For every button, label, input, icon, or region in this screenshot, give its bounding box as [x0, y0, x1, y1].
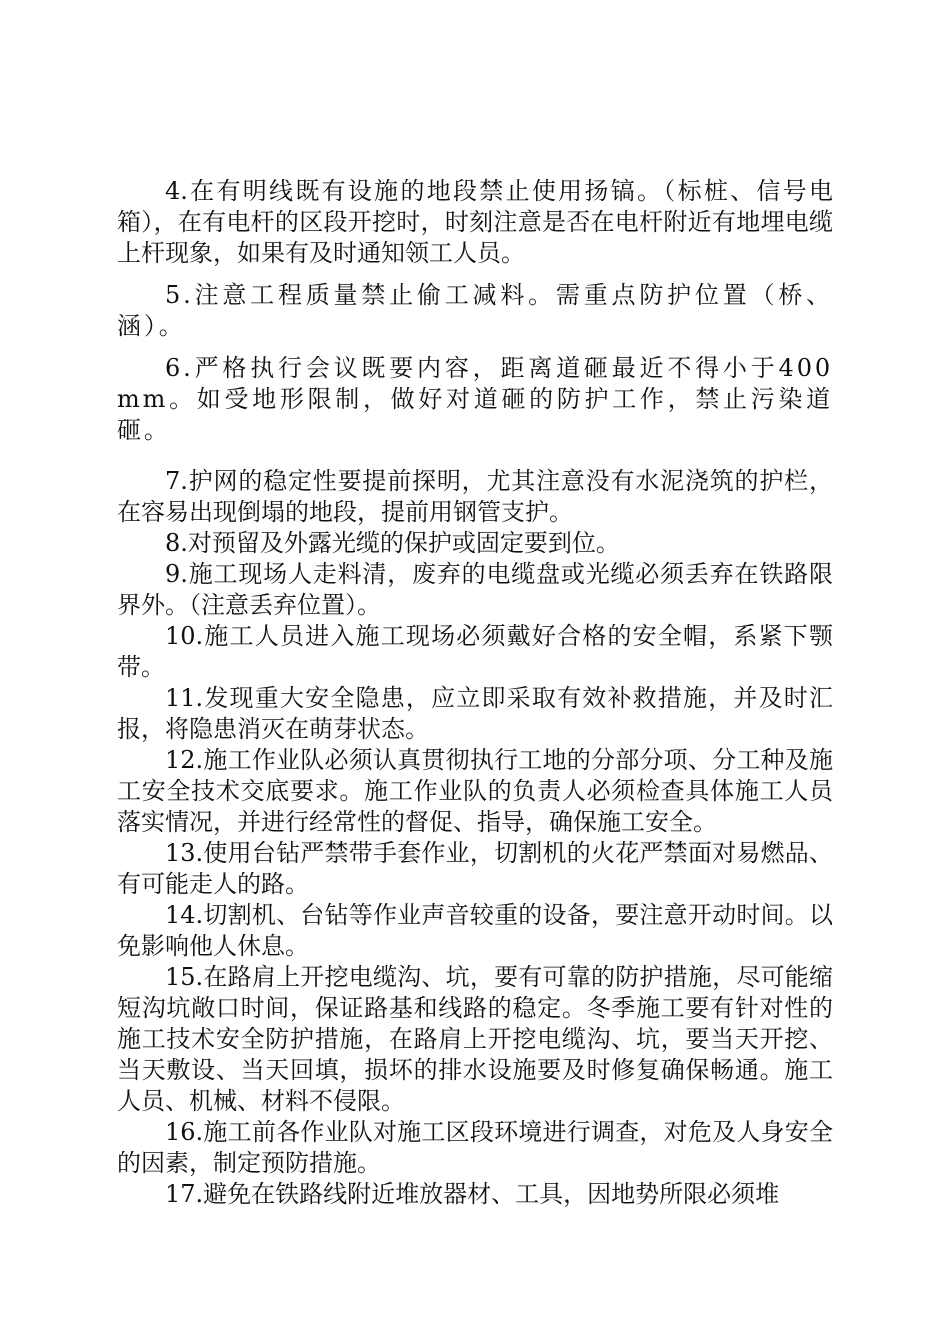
paragraph-item-17: 17.避免在铁路线附近堆放器材、工具，因地势所限必须堆 [165, 1180, 780, 1208]
paragraph-item-4: 4.在有明线既有设施的地段禁止使用扬镐。（标桩、信号电箱），在有电杆的区段开挖时，时刻注意是否在电杆附近有地埋电缆上杆现象，如果有及时通知领工人员。 [117, 177, 833, 267]
paragraph-item-7: 7.护网的稳定性要提前探明，尤其注意没有水泥浇筑的护栏，在容易出现倒塌的地段，提前用钢管支护。 [117, 467, 833, 526]
paragraph-item-12: 12.施工作业队必须认真贯彻执行工地的分部分项、分工种及施工安全技术交底要求。施工作业队的负责人必须检查具体施工人员落实情况，并进行经常性的督促、指导，确保施工安全。 [117, 746, 833, 836]
paragraph-item-13: 13.使用台钻严禁带手套作业，切割机的火花严禁面对易燃品、有可能走人的路。 [117, 839, 833, 898]
paragraph-item-16: 16.施工前各作业队对施工区段环境进行调查，对危及人身安全的因素，制定预防措施。 [117, 1118, 833, 1177]
paragraph-item-10: 10.施工人员进入施工现场必须戴好合格的安全帽，系紧下颚带。 [117, 622, 833, 681]
paragraph-item-14: 14.切割机、台钻等作业声音较重的设备，要注意开动时间。以免影响他人休息。 [117, 901, 833, 960]
paragraph-item-15: 15.在路肩上开挖电缆沟、坑，要有可靠的防护措施，尽可能缩短沟坑敞口时间，保证路基和线路的稳定。冬季施工要有针对性的施工技术安全防护措施，在路肩上开挖电缆沟、坑，要当天开挖、当天敷设、当天回填，损坏的排水设施要及时修复确保畅通。施工人员、机械、材料不侵限。 [117, 963, 833, 1115]
paragraph-item-6: 6.严格执行会议既要内容，距离道砸最近不得小于400mm。如受地形限制，做好对道砸的防护工作，禁止污染道砸。 [117, 354, 833, 444]
paragraph-item-9: 9.施工现场人走料清，废弃的电缆盘或光缆必须丢弃在铁路限界外。（注意丢弃位置）。 [117, 560, 833, 619]
document-body [117, 176, 833, 1210]
paragraph-item-5: 5.注意工程质量禁止偷工减料。需重点防护位置（桥、涵）。 [117, 281, 833, 340]
paragraph-item-11: 11.发现重大安全隐患，应立即采取有效补救措施，并及时汇报，将隐患消灭在萌芽状态。 [117, 684, 833, 743]
paragraph-item-8: 8.对预留及外露光缆的保护或固定要到位。 [165, 529, 620, 557]
